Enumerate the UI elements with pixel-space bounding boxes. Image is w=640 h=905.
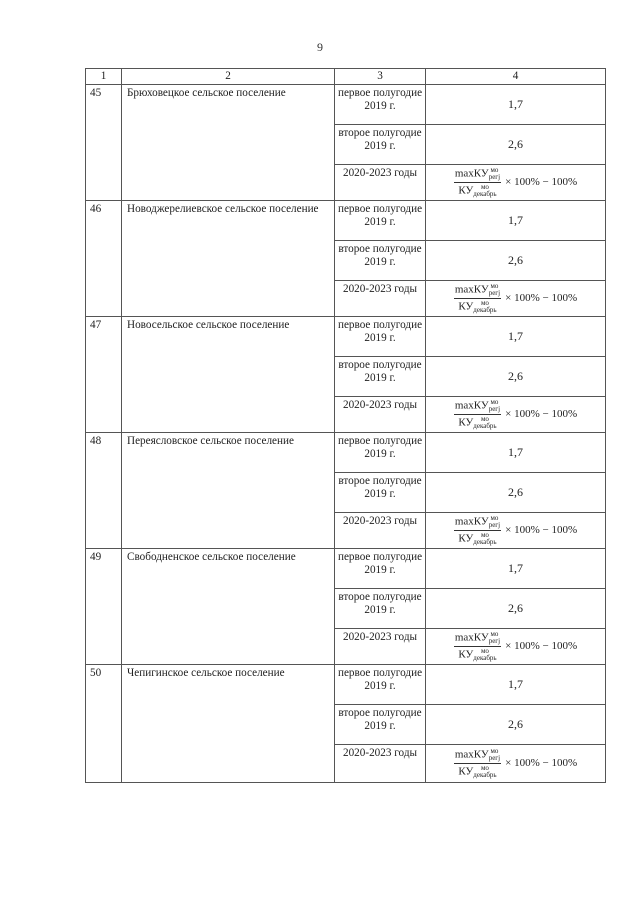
row-index: 48 [86,433,122,549]
tariff-table [85,68,606,783]
formula-denominator: КУ мо декабрь [458,415,497,430]
formula-numerator: maxКУ мо регj [454,630,501,645]
formula-tail: × 100% − 100% [505,176,578,188]
coefficient-value: 1,7 [426,201,606,241]
period-label: второе полугодие 2019 г. [335,125,426,165]
formula-denominator: КУ мо декабрь [458,531,497,546]
header-row [86,69,606,85]
formula-numerator: maxКУ мо регj [454,747,501,762]
coefficient-value: 1,7 [426,549,606,589]
settlement-name: Новоджерелиевское сельское поселение [122,201,335,317]
settlement-name: Брюховецкое сельское поселение [122,85,335,201]
formula-cell [426,165,606,201]
formula-cell [426,397,606,433]
formula-tail: × 100% − 100% [505,524,578,536]
formula [454,515,577,546]
coefficient-value: 1,7 [426,317,606,357]
coefficient-value: 2,6 [426,125,606,165]
formula-denominator: КУ мо декабрь [458,299,497,314]
table-row [86,201,606,241]
settlement-name: Свободненское сельское поселение [122,549,335,665]
formula-tail: × 100% − 100% [505,640,578,652]
formula-denominator: КУ мо декабрь [458,764,497,779]
formula-numerator: maxКУ мо регj [454,514,501,529]
coefficient-value: 2,6 [426,705,606,745]
period-label: второе полугодие 2019 г. [335,357,426,397]
formula [454,748,577,779]
period-label: 2020-2023 годы [335,397,426,433]
formula-fraction [454,167,501,198]
formula-fraction [454,399,501,430]
formula-denominator: КУ мо декабрь [458,647,497,662]
period-label: первое полугодие 2019 г. [335,433,426,473]
formula-tail: × 100% − 100% [505,292,578,304]
period-label: 2020-2023 годы [335,281,426,317]
coefficient-value: 2,6 [426,357,606,397]
period-label: первое полугодие 2019 г. [335,85,426,125]
coefficient-value: 1,7 [426,433,606,473]
header-cell: 3 [335,69,426,85]
row-index: 46 [86,201,122,317]
formula-denominator: КУ мо декабрь [458,183,497,198]
table-row [86,665,606,705]
period-label: 2020-2023 годы [335,745,426,783]
header-cell: 1 [86,69,122,85]
coefficient-value: 1,7 [426,665,606,705]
row-index: 49 [86,549,122,665]
period-label: второе полугодие 2019 г. [335,705,426,745]
period-label: первое полугодие 2019 г. [335,317,426,357]
formula-numerator: maxКУ мо регj [454,166,501,181]
period-label: второе полугодие 2019 г. [335,589,426,629]
period-label: первое полугодие 2019 г. [335,201,426,241]
table-row [86,85,606,125]
header-cell: 4 [426,69,606,85]
table-row [86,317,606,357]
formula-numerator: maxКУ мо регj [454,398,501,413]
page-number: 9 [317,40,323,54]
formula-fraction [454,283,501,314]
period-label: второе полугодие 2019 г. [335,241,426,281]
coefficient-value: 2,6 [426,589,606,629]
formula-fraction [454,515,501,546]
period-label: 2020-2023 годы [335,165,426,201]
row-index: 47 [86,317,122,433]
settlement-name: Чепигинское сельское поселение [122,665,335,783]
period-label: первое полугодие 2019 г. [335,665,426,705]
coefficient-value: 2,6 [426,241,606,281]
formula [454,631,577,662]
period-label: 2020-2023 годы [335,629,426,665]
settlement-name: Новосельское сельское поселение [122,317,335,433]
formula [454,167,577,198]
table-row [86,549,606,589]
row-index: 45 [86,85,122,201]
table-row [86,433,606,473]
formula-cell [426,281,606,317]
settlement-name: Переясловское сельское поселение [122,433,335,549]
formula [454,399,577,430]
coefficient-value: 1,7 [426,85,606,125]
formula-tail: × 100% − 100% [505,408,578,420]
period-label: первое полугодие 2019 г. [335,549,426,589]
formula-numerator: maxКУ мо регj [454,282,501,297]
formula-cell [426,745,606,783]
formula-cell [426,629,606,665]
header-cell: 2 [122,69,335,85]
formula-fraction [454,748,501,779]
period-label: 2020-2023 годы [335,513,426,549]
formula-cell [426,513,606,549]
formula-tail: × 100% − 100% [505,757,578,769]
coefficient-value: 2,6 [426,473,606,513]
formula [454,283,577,314]
period-label: второе полугодие 2019 г. [335,473,426,513]
row-index: 50 [86,665,122,783]
formula-fraction [454,631,501,662]
